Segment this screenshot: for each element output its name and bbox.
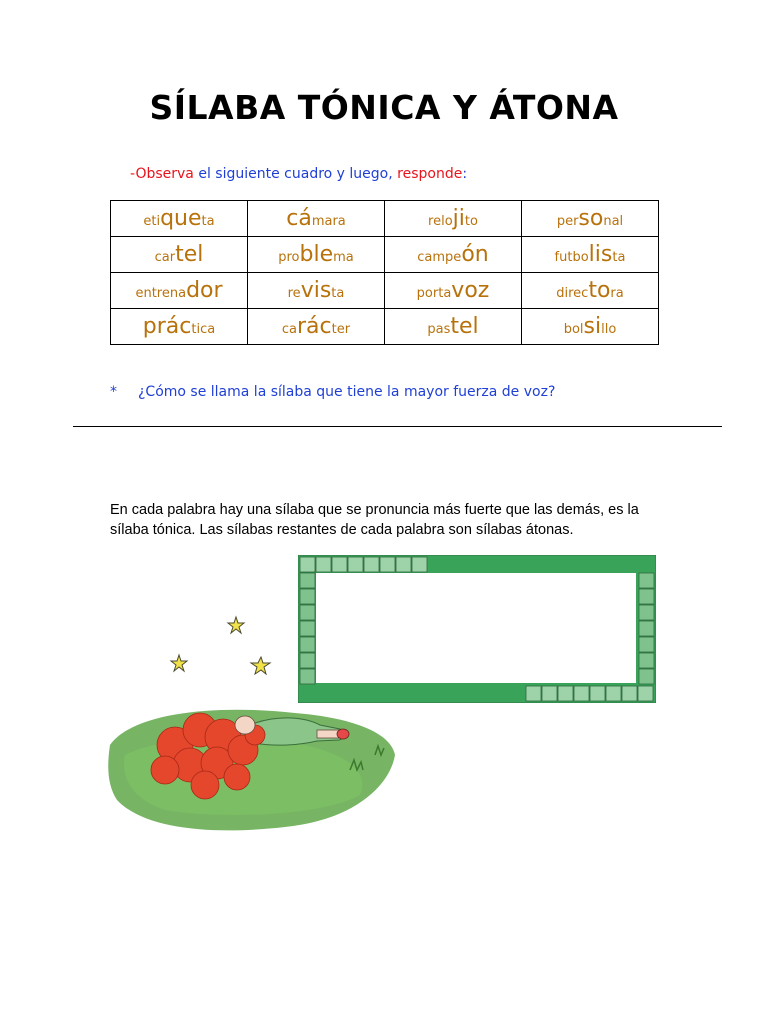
stressed-syllable: si	[583, 314, 602, 339]
stressed-syllable: tel	[175, 242, 204, 267]
word-cell	[385, 237, 522, 273]
star-icon	[171, 655, 187, 671]
table-row	[111, 237, 659, 273]
unstressed-syllable: nal	[603, 214, 624, 229]
unstressed-syllable: per	[556, 214, 579, 229]
instruction-middle: el siguiente cuadro y luego,	[193, 166, 398, 182]
unstressed-syllable: ra	[610, 286, 624, 301]
stressed-syllable: so	[578, 206, 604, 231]
word-cell	[385, 201, 522, 237]
word-cell	[248, 201, 385, 237]
instruction-observa: Observa	[135, 166, 194, 182]
word-cell	[111, 201, 248, 237]
unstressed-syllable: futbo	[554, 250, 589, 265]
syllable-table	[110, 200, 659, 345]
instruction-responde: responde	[397, 166, 463, 182]
girl-lying-on-grass-illustration	[105, 605, 405, 850]
stressed-syllable: cá	[286, 206, 312, 231]
stressed-syllable: prác	[142, 314, 192, 339]
unstressed-syllable: campe	[417, 250, 462, 265]
word-cell	[248, 309, 385, 345]
stressed-syllable: ji	[452, 206, 465, 231]
stressed-syllable: ble	[299, 242, 334, 267]
unstressed-syllable: direc	[556, 286, 589, 301]
word-cell	[385, 309, 522, 345]
instruction-line	[130, 166, 467, 182]
stressed-syllable: ón	[461, 242, 489, 267]
word-cell	[111, 273, 248, 309]
word-cell	[111, 309, 248, 345]
word-cell	[248, 273, 385, 309]
unstressed-syllable: pro	[278, 250, 300, 265]
unstressed-syllable: mara	[311, 214, 346, 229]
unstressed-syllable: porta	[416, 286, 452, 301]
word-cell	[522, 309, 659, 345]
explanation-paragraph: En cada palabra hay una sílaba que se pronuncia más fuerte que las demás, es la sílaba tónica. Las sílabas restantes de cada palabra son sílabas átonas.	[110, 502, 639, 538]
star-icon	[228, 617, 244, 633]
stressed-syllable: rác	[297, 314, 332, 339]
unstressed-syllable: re	[287, 286, 301, 301]
instruction-colon: :	[462, 166, 468, 182]
unstressed-syllable: relo	[428, 214, 453, 229]
unstressed-syllable: ma	[333, 250, 354, 265]
question-line	[110, 384, 555, 400]
stressed-syllable: tel	[450, 314, 479, 339]
page-title: SÍLABA TÓNICA Y ÁTONA	[149, 88, 619, 127]
word-cell	[522, 237, 659, 273]
table-row	[111, 273, 659, 309]
unstressed-syllable: tica	[191, 322, 216, 337]
question-bullet: *	[110, 384, 117, 400]
table-row	[111, 201, 659, 237]
word-cell	[385, 273, 522, 309]
unstressed-syllable: ta	[612, 250, 626, 265]
unstressed-syllable: pas	[427, 322, 451, 337]
stressed-syllable: dor	[186, 278, 223, 303]
stressed-syllable: lis	[588, 242, 613, 267]
question-text: ¿Cómo se llama la sílaba que tiene la mayor fuerza de voz?	[138, 384, 556, 400]
table-row	[111, 309, 659, 345]
horizontal-divider	[73, 426, 722, 427]
star-icon	[251, 657, 270, 674]
unstressed-syllable: to	[464, 214, 478, 229]
unstressed-syllable: ta	[201, 214, 215, 229]
word-cell	[522, 273, 659, 309]
unstressed-syllable: llo	[601, 322, 617, 337]
unstressed-syllable: car	[154, 250, 176, 265]
word-cell	[111, 237, 248, 273]
unstressed-syllable: eti	[143, 214, 161, 229]
word-cell	[248, 237, 385, 273]
unstressed-syllable: ta	[331, 286, 345, 301]
unstressed-syllable: bol	[563, 322, 584, 337]
unstressed-syllable: ter	[331, 322, 351, 337]
stressed-syllable: que	[160, 206, 202, 231]
stressed-syllable: to	[588, 278, 611, 303]
unstressed-syllable: entrena	[135, 286, 187, 301]
unstressed-syllable: ca	[281, 322, 298, 337]
instruction-dash: -	[130, 166, 136, 182]
word-cell	[522, 201, 659, 237]
stressed-syllable: vis	[300, 278, 332, 303]
stressed-syllable: voz	[451, 278, 490, 303]
